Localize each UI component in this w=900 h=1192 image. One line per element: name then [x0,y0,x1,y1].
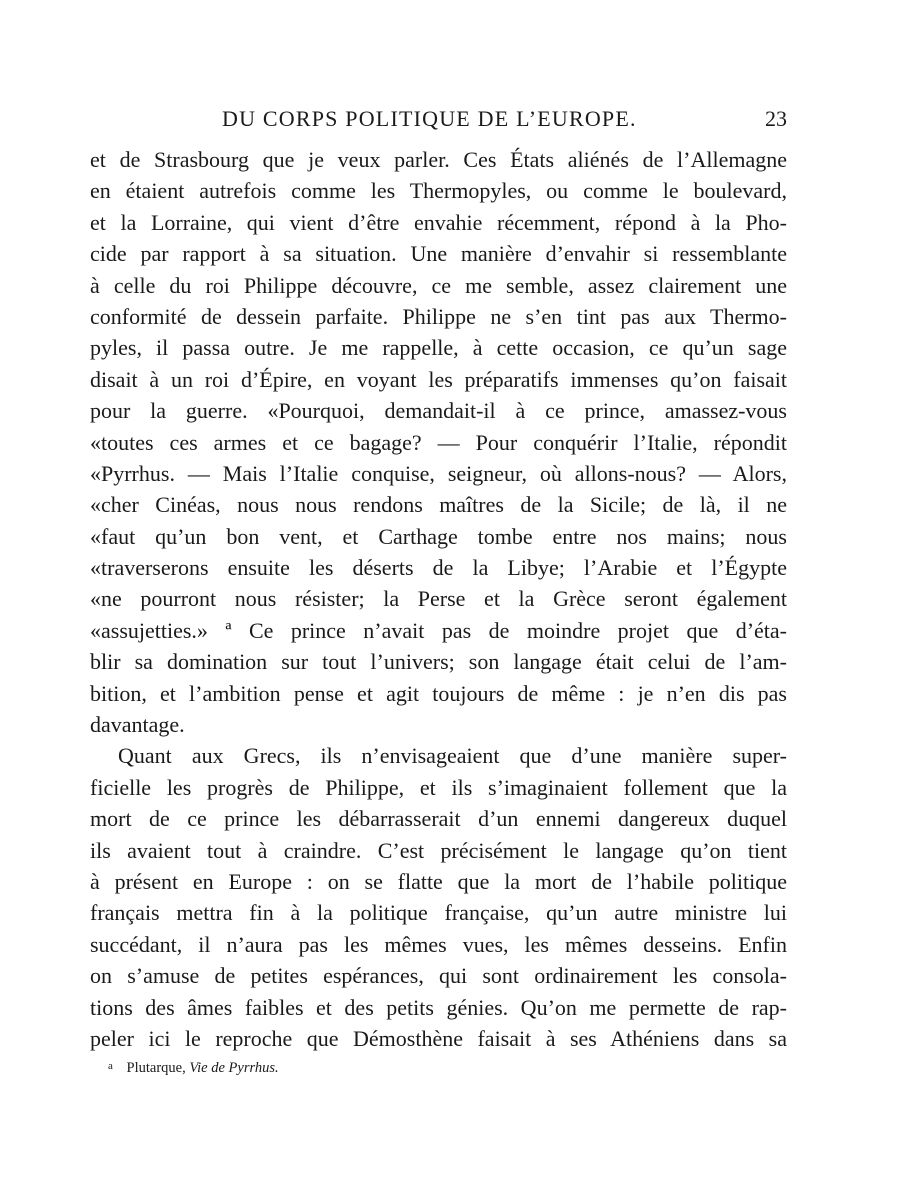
text-line: pour la guerre. «Pourquoi, demandait-il à ce prince, amassez-vous [90,398,787,424]
text-line: en étaient autrefois comme les Thermopyles, ou comme le boulevard, [90,178,787,204]
text-line: à présent en Europe : on se flatte que la mort de l’habile politique [90,868,787,894]
text-line: «ne pourront nous résister; la Perse et la Grèce seront également [90,586,787,612]
paragraph-first-line: Quant aux Grecs, ils n’envisageaient que d’une manière super- [118,743,787,769]
text-line: peler ici le reproche que Démosthène faisait à ses Athéniens dans sa [90,1025,787,1051]
footnote-work-title: Vie de Pyrrhus. [189,1060,279,1076]
text-line: et de Strasbourg que je veux parler. Ces États aliénés de l’Allemagne [90,147,787,172]
text-line: «assujetties.» ª Ce prince n’avait pas de moindre projet que d’éta- [90,617,787,643]
page-number: 23 [765,106,787,131]
text-line: disait à un roi d’Épire, en voyant les préparatifs immenses qu’on faisait [90,366,787,392]
text-line: «faut qu’un bon vent, et Carthage tombe entre nos mains; nous [90,523,787,549]
text-line: ficielle les progrès de Philippe, et ils s’imaginaient follement que la [90,774,787,800]
text-line: ils avaient tout à craindre. C’est précisément le langage qu’on tient [90,837,787,863]
text-line: pyles, il passa outre. Je me rappelle, à cette occasion, ce qu’un sage [90,335,787,361]
text-line: on s’amuse de petites espérances, qui sont ordinairement les consola- [90,963,787,989]
body-text [90,144,787,1054]
running-head-title: DU CORPS POLITIQUE DE L’EUROPE. [222,106,637,131]
text-line: davantage. [90,712,185,738]
text-line: conformité de dessein parfaite. Philippe ne s’en tint pas aux Thermo- [90,303,787,329]
text-line: bition, et l’ambition pense et agit toujours de même : je n’en dis pas [90,680,787,706]
text-line: «traverserons ensuite les déserts de la Libye; l’Arabie et l’Égypte [90,555,787,581]
text-line: succédant, il n’aura pas les mêmes vues, les mêmes desseins. Enfin [90,931,787,957]
running-header [90,106,787,136]
footnote [108,1060,279,1077]
text-line: et la Lorraine, qui vient d’être envahie récemment, répond à la Pho- [90,209,787,235]
text-line: mort de ce prince les débarrasserait d’un ennemi dangereux duquel [90,806,787,832]
text-line: français mettra fin à la politique française, qu’un autre ministre lui [90,900,787,926]
footnote-marker: a [108,1060,113,1072]
text-line: cide par rapport à sa situation. Une manière d’envahir si ressemblante [90,241,787,267]
text-line: «cher Cinéas, nous nous rendons maîtres de la Sicile; de là, il ne [90,492,787,518]
footnote-author: Plutarque, [126,1060,186,1076]
text-line: «Pyrrhus. — Mais l’Italie conquise, seigneur, où allons-nous? — Alors, [90,460,787,486]
text-line: «toutes ces armes et ce bagage? — Pour conquérir l’Italie, répondit [90,429,787,455]
text-line: à celle du roi Philippe découvre, ce me semble, assez clairement une [90,272,787,298]
text-line: tions des âmes faibles et des petits génies. Qu’on me permette de rap- [90,994,787,1020]
text-line: blir sa domination sur tout l’univers; son langage était celui de l’am- [90,649,787,675]
